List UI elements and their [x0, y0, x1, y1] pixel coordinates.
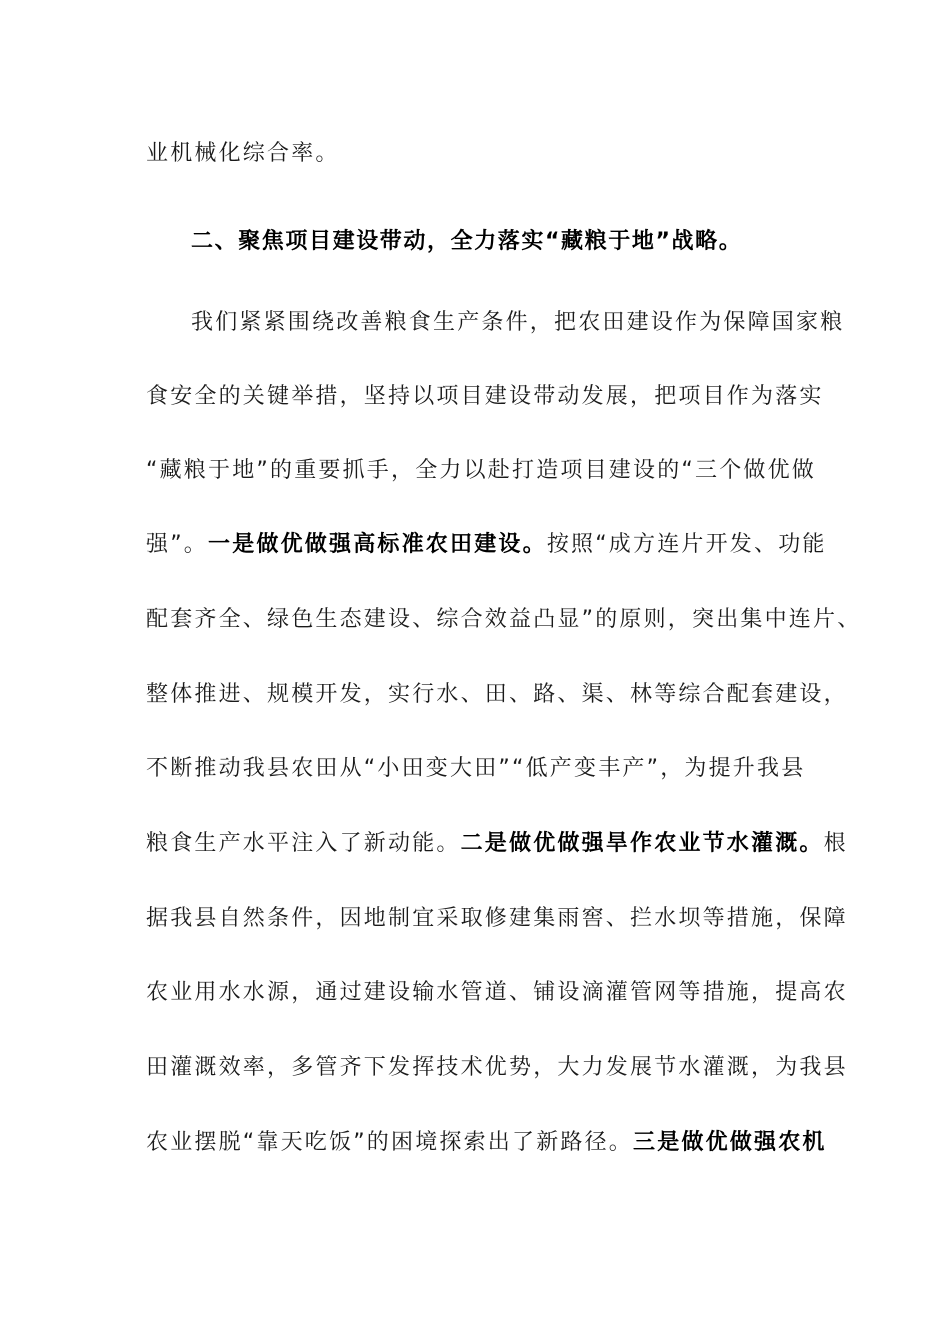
paragraph-line	[146, 904, 848, 934]
text-run: 配套齐全、绿色生态建设、综合效益凸显”的原则，突出集中连片、	[146, 607, 862, 632]
text-run: 不断推动我县农田从“小田变大田”“低产变丰产”，为提升我县	[146, 756, 806, 781]
text-run: 农业摆脱“靠天吃饭”的困境探索出了新路径。	[146, 1130, 633, 1155]
text-run: 农业用水水源，通过建设输水管道、铺设滴灌管网等措施，提高农	[146, 980, 848, 1005]
paragraph-line	[146, 1128, 827, 1158]
text-run: 按照“成方连片开发、功能	[546, 532, 827, 557]
paragraph-line	[146, 139, 340, 169]
paragraph-line	[146, 456, 816, 486]
text-run: “藏粮于地”的重要抓手，全力以赴打造项目建设的“三个做优做	[146, 458, 816, 483]
bold-text-run: 三是做优做强农机	[633, 1130, 827, 1155]
paragraph-line	[191, 308, 844, 338]
text-run: 整体推进、规模开发，实行水、田、路、渠、林等综合配套建设，	[146, 682, 848, 707]
paragraph-line	[146, 382, 824, 412]
text-run: 粮食生产水平注入了新动能。	[146, 831, 461, 856]
bold-text-run: 二是做优做强旱作农业节水灌溉。	[460, 831, 824, 856]
text-run: 食安全的关键举措，坚持以项目建设带动发展，把项目作为落实	[146, 384, 824, 409]
paragraph-line	[146, 829, 848, 859]
text-run: 强”。	[146, 532, 208, 557]
text-run: 二、聚焦项目建设带动，全力落实“藏粮于地”战略。	[191, 229, 743, 254]
text-run: 我们紧紧围绕改善粮食生产条件，把农田建设作为保障国家粮	[191, 310, 845, 335]
text-run: 田灌溉效率，多管齐下发挥技术优势，大力发展节水灌溉，为我县	[146, 1055, 848, 1080]
text-run: 根	[823, 831, 848, 856]
text-run: 业机械化综合率。	[146, 141, 340, 166]
paragraph-line	[146, 1053, 848, 1083]
paragraph-line	[146, 605, 861, 635]
paragraph-line	[146, 754, 805, 784]
paragraph-line	[146, 530, 827, 560]
paragraph-line	[146, 978, 848, 1008]
paragraph-line	[146, 680, 848, 710]
bold-text-run: 一是做优做强高标准农田建设。	[208, 532, 547, 557]
text-run: 据我县自然条件，因地制宜采取修建集雨窖、拦水坝等措施，保障	[146, 906, 848, 931]
section-heading	[191, 227, 742, 257]
